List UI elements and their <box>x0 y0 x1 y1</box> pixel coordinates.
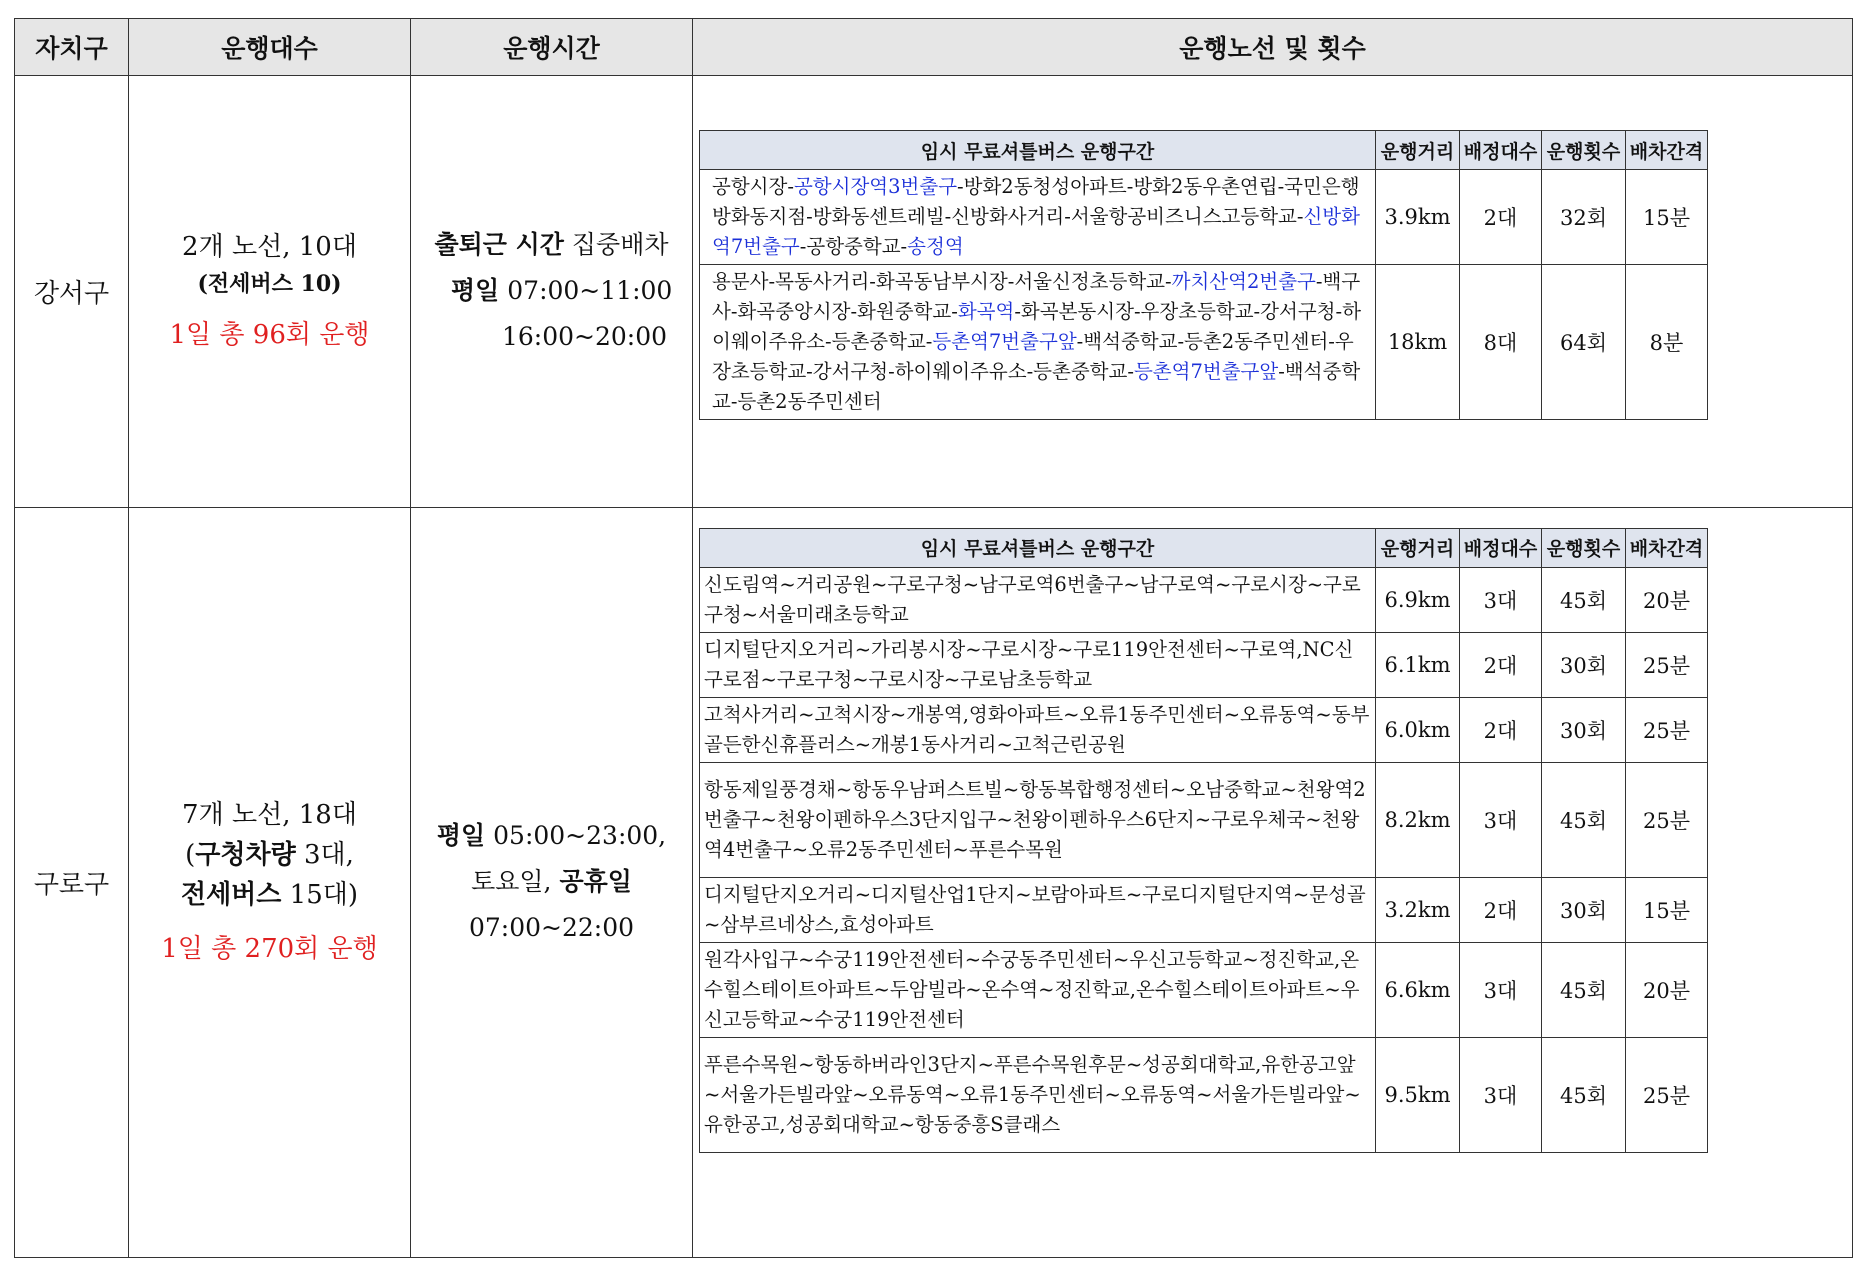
route-path: 신도림역~거리공원~구로구청~남구로역6번출구~남구로역~구로시장~구로구청~서울미래초등학교 <box>700 567 1376 632</box>
header-routes: 운행노선 및 횟수 <box>693 19 1853 76</box>
shuttle-bus-table <box>14 18 1853 1258</box>
route-buses: 2대 <box>1460 877 1542 942</box>
route-row <box>700 697 1708 762</box>
header-row <box>15 19 1853 76</box>
route-row <box>700 1037 1708 1152</box>
route-table-gangseo <box>699 130 1708 420</box>
route-trips: 45회 <box>1542 942 1626 1037</box>
route-path: 디지털단지오거리~디지털산업1단지~보람아파트~구로디지털단지역~문성골~삼부르네상스,효성아파트 <box>700 877 1376 942</box>
route-station-highlight: 신방화역7번출구 <box>712 205 1360 258</box>
hours-label-weekday: 평일 <box>436 821 486 851</box>
inner-header-buses: 배정대수 <box>1460 131 1542 170</box>
route-segment: 공항시장- <box>712 175 794 198</box>
fleet-cell <box>129 507 411 1257</box>
route-segment: -방화2동청성아파트-방화2동우촌연립-국민은행방화동지점-방화동센트레빌-신방화사거리-서울항공비즈니스고등학교- <box>712 175 1360 228</box>
route-interval: 20분 <box>1626 942 1708 1037</box>
route-trips: 32회 <box>1542 170 1626 265</box>
route-segment: -백석중학교-등촌2동주민센터 <box>712 360 1361 413</box>
route-interval: 15분 <box>1626 170 1708 265</box>
header-hours: 운행시간 <box>411 19 693 76</box>
hours-label-commute: 출퇴근 시간 <box>434 230 564 260</box>
route-buses: 3대 <box>1460 762 1542 877</box>
district-cell <box>15 76 129 508</box>
route-path: 디지털단지오거리~가리봉시장~구로시장~구로119안전센터~구로역,NC신구로점~구로구청~구로시장~구로남초등학교 <box>700 632 1376 697</box>
route-interval: 25분 <box>1626 1037 1708 1152</box>
fleet-detail-2 <box>129 875 410 915</box>
district-row-guro <box>15 507 1853 1257</box>
hours-text: 토요일, <box>471 867 560 897</box>
route-row <box>700 942 1708 1037</box>
hours-label-weekday: 평일 <box>451 276 500 306</box>
inner-header-interval: 배차간격 <box>1626 131 1708 170</box>
district-name: 구로구 <box>33 869 110 900</box>
route-trips: 30회 <box>1542 632 1626 697</box>
route-distance: 3.9km <box>1376 170 1460 265</box>
route-segment: -공항중학교- <box>799 235 908 258</box>
route-station-highlight: 까치산역2번출구 <box>1171 270 1316 293</box>
fleet-cell <box>129 76 411 508</box>
route-distance: 18km <box>1376 265 1460 420</box>
route-interval: 25분 <box>1626 762 1708 877</box>
hours-line-3: 07:00~22:00 <box>468 913 635 943</box>
route-station-highlight: 공항시장역3번출구 <box>793 175 958 198</box>
hours-cell <box>411 76 693 508</box>
inner-header-section: 임시 무료셔틀버스 운행구간 <box>700 528 1376 567</box>
route-distance: 3.2km <box>1376 877 1460 942</box>
routes-cell <box>693 76 1853 508</box>
route-distance: 8.2km <box>1376 762 1460 877</box>
route-distance: 6.1km <box>1376 632 1460 697</box>
district-row-gangseo <box>15 76 1853 508</box>
hours-text: 07:00~11:00 <box>499 276 673 306</box>
route-interval: 15분 <box>1626 877 1708 942</box>
route-buses: 3대 <box>1460 942 1542 1037</box>
route-row <box>700 265 1708 420</box>
fleet-text: 15대) <box>281 880 359 911</box>
route-segment: -화곡본동시장-우장초등학교-강서구청-하이웨이주유소-등촌중학교- <box>712 300 1361 353</box>
route-row <box>700 877 1708 942</box>
header-district: 자치구 <box>15 19 129 76</box>
fleet-total-runs: 1일 총 96회 운행 <box>169 320 370 351</box>
hours-label-holiday: 공휴일 <box>559 867 632 897</box>
fleet-label-charter: 전세버스 <box>180 880 282 911</box>
inner-header-interval: 배차간격 <box>1626 528 1708 567</box>
route-station-highlight: 화곡역 <box>957 300 1015 323</box>
route-buses: 2대 <box>1460 170 1542 265</box>
hours-line-1 <box>411 813 692 859</box>
route-distance: 6.0km <box>1376 697 1460 762</box>
inner-header-buses: 배정대수 <box>1460 528 1542 567</box>
district-cell <box>15 507 129 1257</box>
route-trips: 45회 <box>1542 1037 1626 1152</box>
hours-text: 05:00~23:00, <box>485 821 667 851</box>
route-station-highlight: 등촌역7번출구앞 <box>932 330 1077 353</box>
route-interval: 8분 <box>1626 265 1708 420</box>
hours-text: 집중배차 <box>563 230 669 260</box>
route-path: 푸른수목원~항동하버라인3단지~푸른수목원후문~성공회대학교,유한공고앞~서울가든빌라앞~오류동역~오류1동주민센터~오류동역~서울가든빌라앞~유한공고,성공회대학교~항동중흥S클래스 <box>700 1037 1376 1152</box>
route-trips: 45회 <box>1542 567 1626 632</box>
route-path: 원각사입구~수궁119안전센터~수궁동주민센터~우신고등학교~정진학교,온수힐스테이트아파트~두암빌라~온수역~정진학교,온수힐스테이트아파트~우신고등학교~수궁119안전센터 <box>700 942 1376 1037</box>
route-distance: 6.9km <box>1376 567 1460 632</box>
routes-cell <box>693 507 1853 1257</box>
inner-header-trips: 운행횟수 <box>1542 131 1626 170</box>
route-buses: 2대 <box>1460 632 1542 697</box>
route-buses: 3대 <box>1460 1037 1542 1152</box>
fleet-detail: (전세버스 10) <box>197 271 342 298</box>
route-row <box>700 762 1708 877</box>
fleet-total-runs: 1일 총 270회 운행 <box>161 934 378 965</box>
route-trips: 30회 <box>1542 877 1626 942</box>
hours-line-3: 16:00~20:00 <box>501 322 668 352</box>
route-station-highlight: 등촌역7번출구앞 <box>1133 360 1279 383</box>
inner-header-distance: 운행거리 <box>1376 528 1460 567</box>
route-buses: 3대 <box>1460 567 1542 632</box>
route-distance: 9.5km <box>1376 1037 1460 1152</box>
fleet-summary: 7개 노선, 18대 <box>182 800 357 831</box>
route-trips: 30회 <box>1542 697 1626 762</box>
inner-header-trips: 운행횟수 <box>1542 528 1626 567</box>
route-interval: 25분 <box>1626 697 1708 762</box>
route-path <box>700 170 1376 265</box>
header-fleet: 운행대수 <box>129 19 411 76</box>
route-table-guro <box>699 528 1708 1153</box>
inner-header-row <box>700 131 1708 170</box>
hours-cell <box>411 507 693 1257</box>
route-row <box>700 632 1708 697</box>
route-distance: 6.6km <box>1376 942 1460 1037</box>
fleet-label-gov: 구청차량 <box>195 840 296 871</box>
route-row <box>700 567 1708 632</box>
route-buses: 8대 <box>1460 265 1542 420</box>
route-segment: -백구사-화곡중앙시장-화원중학교- <box>712 270 1361 323</box>
route-segment: -백석중학교-등촌2동주민센터-우장초등학교-강서구청-하이웨이주유소-등촌중학교- <box>712 330 1354 383</box>
hours-line-1 <box>411 222 692 268</box>
fleet-summary: 2개 노선, 10대 <box>182 232 357 263</box>
route-segment: 용문사-목동사거리-화곡동남부시장-서울신정초등학교- <box>712 270 1172 293</box>
fleet-text: 3대, <box>295 840 354 871</box>
hours-line-2 <box>411 859 692 905</box>
fleet-detail-1: (구청차량 3대, <box>185 840 354 871</box>
route-path: 항동제일풍경채~항동우남퍼스트빌~항동복합행정센터~오남중학교~천왕역2번출구~천왕이펜하우스3단지입구~천왕이펜하우스6단지~구로우체국~천왕역4번출구~오류2동주민센터~푸른수목원 <box>700 762 1376 877</box>
inner-header-distance: 운행거리 <box>1376 131 1460 170</box>
route-trips: 45회 <box>1542 762 1626 877</box>
route-interval: 20분 <box>1626 567 1708 632</box>
route-trips: 64회 <box>1542 265 1626 420</box>
inner-header-section: 임시 무료셔틀버스 운행구간 <box>700 131 1376 170</box>
route-buses: 2대 <box>1460 697 1542 762</box>
inner-header-row <box>700 528 1708 567</box>
route-path <box>700 265 1376 420</box>
route-path: 고척사거리~고척시장~개봉역,영화아파트~오류1동주민센터~오류동역~동부골든한신휴플러스~개봉1동사거리~고척근린공원 <box>700 697 1376 762</box>
route-interval: 25분 <box>1626 632 1708 697</box>
district-name: 강서구 <box>33 278 110 309</box>
route-station-highlight: 송정역 <box>907 235 964 258</box>
route-row <box>700 170 1708 265</box>
hours-line-2 <box>411 268 692 314</box>
